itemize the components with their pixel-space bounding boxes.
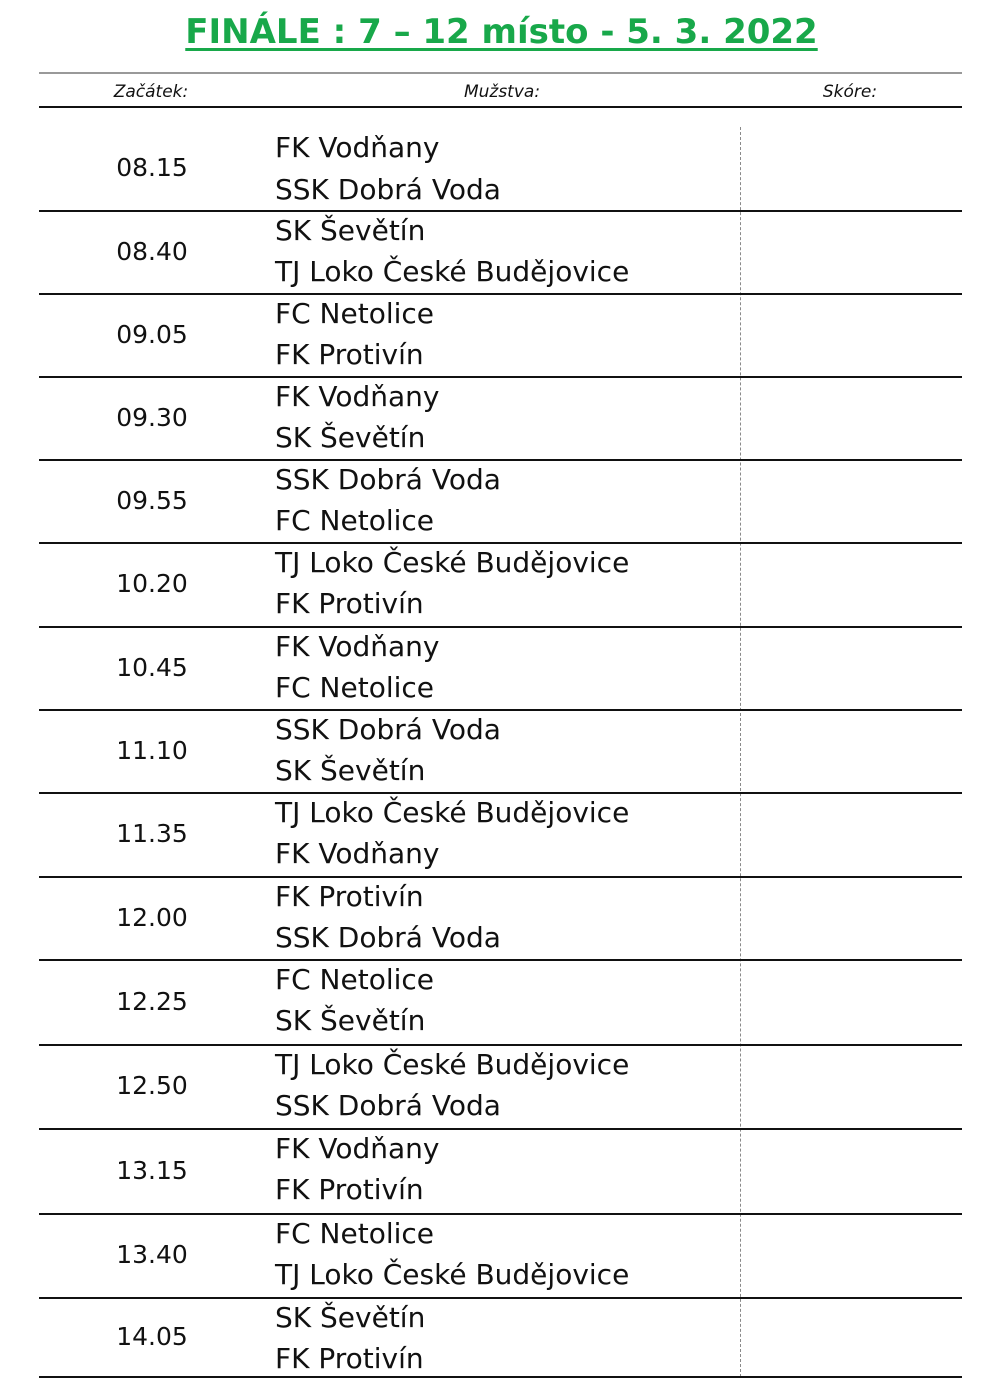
match-time: 11.35 (116, 819, 188, 848)
home-team: TJ Loko České Budějovice (275, 796, 630, 829)
column-header-score: Skóre: (822, 82, 878, 102)
away-team: FC Netolice (275, 671, 435, 704)
home-team: SK Ševětín (275, 214, 426, 247)
header-rule (39, 106, 962, 108)
home-team: SK Ševětín (275, 1301, 426, 1334)
away-team: FK Protivín (275, 587, 424, 620)
home-team: TJ Loko České Budějovice (275, 1048, 630, 1081)
away-team: TJ Loko České Budějovice (275, 255, 630, 288)
match-time: 10.45 (116, 653, 188, 682)
home-team: FK Vodňany (275, 380, 440, 413)
match-time: 13.15 (116, 1156, 188, 1185)
match-row (39, 711, 962, 794)
home-team: FC Netolice (275, 1217, 435, 1250)
match-row (39, 961, 962, 1046)
match-row (39, 1046, 962, 1130)
away-team: FK Vodňany (275, 837, 440, 870)
away-team: SSK Dobrá Voda (275, 921, 501, 954)
match-schedule (39, 127, 962, 1378)
match-time: 11.10 (116, 736, 188, 765)
match-time: 12.50 (116, 1071, 188, 1100)
column-header-start: Začátek: (113, 82, 189, 102)
home-team: TJ Loko České Budějovice (275, 546, 630, 579)
match-time: 10.20 (116, 569, 188, 598)
match-row (39, 212, 962, 295)
match-row (39, 794, 962, 878)
page-title: FINÁLE : 7 – 12 místo - 5. 3. 2022 (185, 12, 818, 52)
match-row (39, 378, 962, 461)
away-team: FK Protivín (275, 338, 424, 371)
top-rule (39, 72, 962, 74)
column-header-teams: Mužstva: (463, 82, 541, 102)
home-team: FK Protivín (275, 880, 424, 913)
match-row (39, 461, 962, 544)
match-row (39, 1215, 962, 1299)
match-time: 08.40 (116, 237, 188, 266)
match-row (39, 1299, 962, 1378)
match-row (39, 628, 962, 711)
away-team: TJ Loko České Budějovice (275, 1258, 630, 1291)
match-time: 09.55 (116, 486, 188, 515)
home-team: FC Netolice (275, 297, 435, 330)
home-team: FK Vodňany (275, 1132, 440, 1165)
match-time: 09.05 (116, 320, 188, 349)
away-team: SK Ševětín (275, 754, 426, 787)
match-row (39, 295, 962, 378)
away-team: FC Netolice (275, 504, 435, 537)
match-row (39, 127, 962, 212)
table-header (39, 80, 962, 104)
home-team: SSK Dobrá Voda (275, 463, 501, 496)
match-time: 13.40 (116, 1240, 188, 1269)
match-row (39, 878, 962, 961)
home-team: SSK Dobrá Voda (275, 713, 501, 746)
match-row (39, 544, 962, 628)
match-time: 14.05 (116, 1322, 188, 1351)
match-time: 12.00 (116, 903, 188, 932)
away-team: SK Ševětín (275, 421, 426, 454)
home-team: FK Vodňany (275, 131, 440, 164)
away-team: FK Protivín (275, 1173, 424, 1206)
away-team: SSK Dobrá Voda (275, 173, 501, 206)
away-team: FK Protivín (275, 1342, 424, 1375)
match-time: 08.15 (116, 153, 188, 182)
match-time: 12.25 (116, 987, 188, 1016)
away-team: SSK Dobrá Voda (275, 1089, 501, 1122)
home-team: FK Vodňany (275, 630, 440, 663)
match-time: 09.30 (116, 403, 188, 432)
match-row (39, 1130, 962, 1215)
away-team: SK Ševětín (275, 1004, 426, 1037)
home-team: FC Netolice (275, 963, 435, 996)
